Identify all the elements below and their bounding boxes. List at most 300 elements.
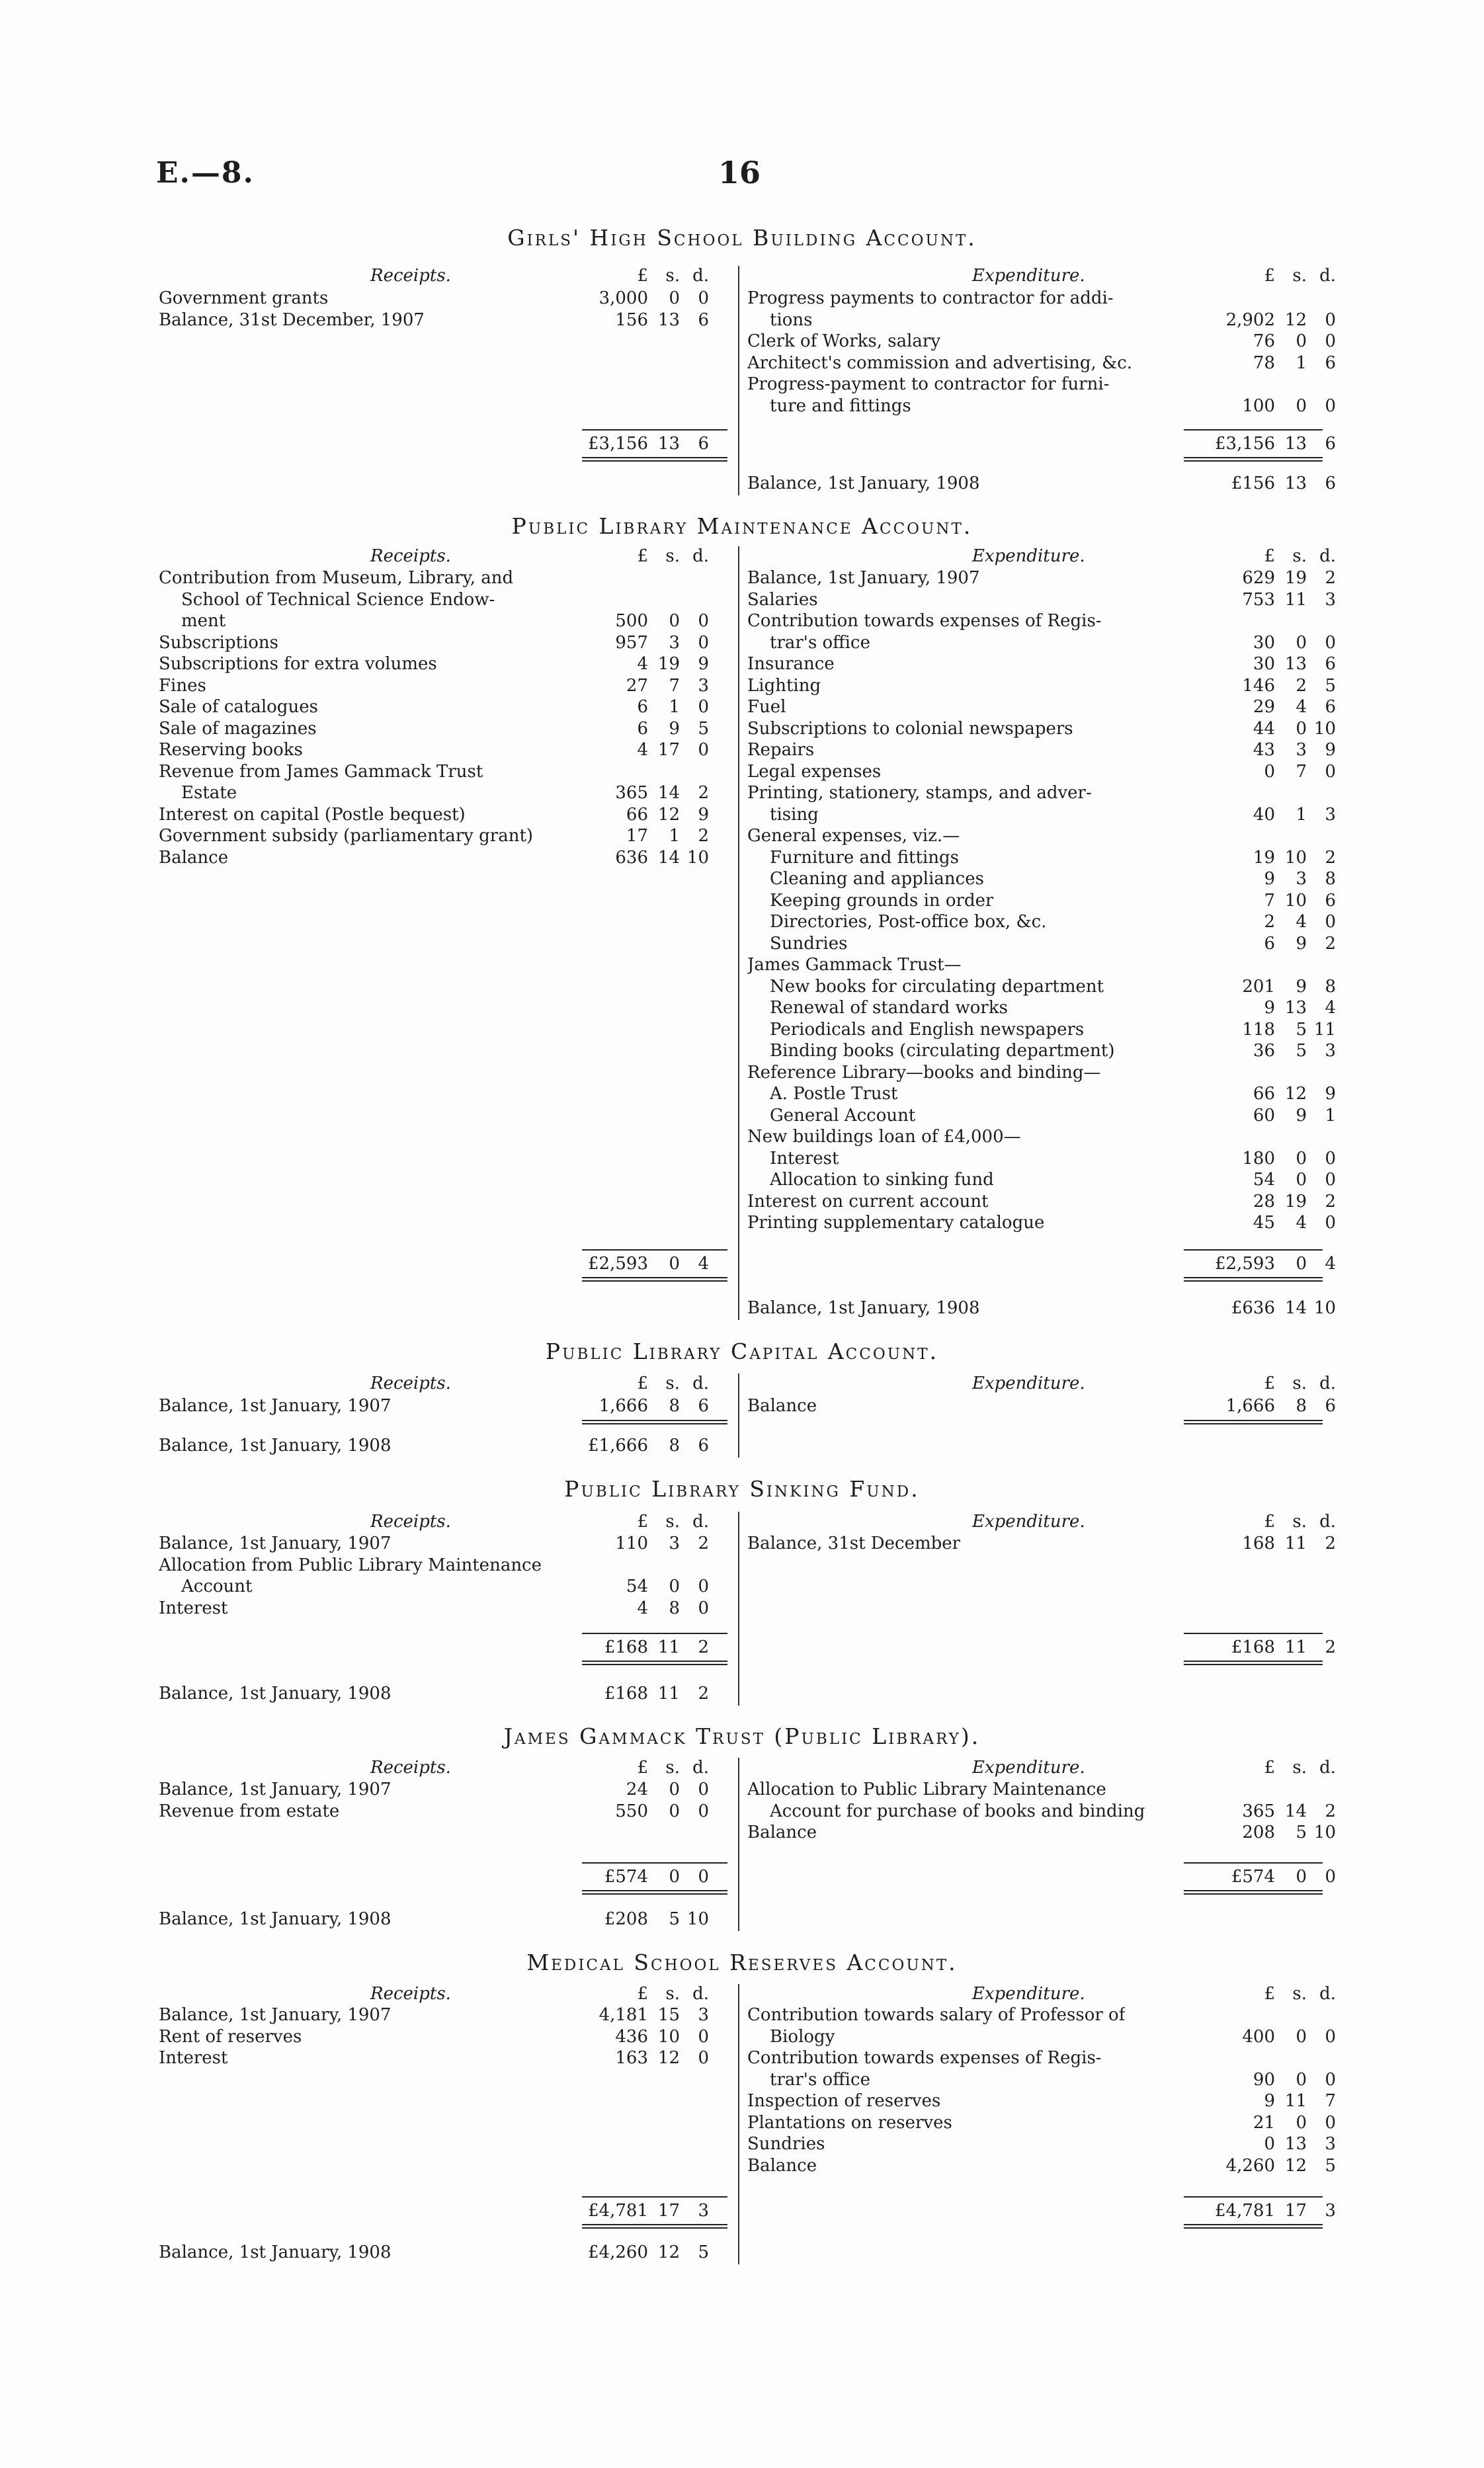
row-label: Balance, 31st December, 1907 [159, 309, 425, 330]
row-label: Interest [159, 1598, 228, 1618]
expenditure-row [770, 1801, 1145, 1827]
amount-pence: 0 [1325, 1867, 1336, 1887]
row-amount [1190, 632, 1336, 653]
lsd-head-d: d. [692, 1374, 709, 1393]
amount-pence: 6 [698, 434, 709, 454]
lsd-head-d: d. [692, 546, 709, 566]
row-label: New buildings loan of £4,000— [747, 1127, 1021, 1147]
row-label: Legal expenses [747, 761, 882, 782]
amount-shillings: 13 [657, 434, 680, 454]
total-double-rule [1184, 1423, 1323, 1424]
lsd-head-s: s. [1292, 1758, 1307, 1778]
amount-shillings: 0 [1296, 395, 1307, 416]
row-amount [1190, 567, 1336, 589]
expenditure-total [1190, 1637, 1336, 1658]
amount-shillings: 14 [1284, 1298, 1307, 1318]
amount-pence: 3 [1325, 2134, 1336, 2154]
row-label: Balance, 1st January, 1907 [159, 1396, 392, 1416]
row-label: Revenue from estate [159, 1801, 340, 1821]
amount-pounds: 110 [615, 1534, 648, 1553]
total-rule [1184, 429, 1323, 431]
total-double-rule [1184, 1893, 1323, 1895]
row-label: Biology [770, 2026, 835, 2047]
closing-balance [747, 1297, 980, 1324]
receipts-heading: Receipts. [370, 546, 451, 566]
account-title: Public Library Sinking Fund. [564, 1476, 920, 1502]
row-label: Fuel [747, 697, 786, 717]
expenditure-row [747, 2155, 817, 2182]
row-label: Sale of catalogues [159, 697, 318, 717]
amount-pounds: 208 [1242, 1823, 1275, 1842]
amount-pence: 9 [1325, 740, 1336, 760]
amount-pounds: 9 [1264, 869, 1275, 889]
amount-shillings: 12 [657, 2048, 680, 2068]
amount-shillings: 3 [1296, 740, 1307, 760]
amount-pounds: 636 [615, 847, 648, 868]
total-double-rule [1184, 1420, 1323, 1421]
row-amount [1190, 997, 1336, 1018]
row-amount [1190, 868, 1336, 889]
amount-pence: 8 [1325, 869, 1336, 889]
lsd-head-s: s. [1292, 546, 1307, 566]
amount-shillings: 8 [669, 1436, 680, 1456]
row-label: Government subsidy (parliamentary grant) [159, 826, 534, 846]
amount-pence: 5 [698, 2242, 709, 2262]
amount-shillings: 13 [1284, 998, 1307, 1018]
amount-pence: 0 [698, 1598, 709, 1618]
amount-pence: 3 [1325, 589, 1336, 610]
amount-shillings: 0 [669, 288, 680, 308]
amount-pounds: £4,781 [588, 2201, 648, 2221]
row-amount [569, 1801, 709, 1822]
row-amount [1190, 309, 1336, 331]
row-label: Balance, 31st December [747, 1534, 961, 1553]
receipt-row [181, 589, 495, 616]
row-label: Interest on current account [747, 1191, 989, 1212]
row-label: Balance, 1st January, 1907 [747, 568, 980, 588]
amount-shillings: 19 [1284, 568, 1307, 588]
total-double-rule [582, 1420, 727, 1421]
row-label: Government grants [159, 288, 329, 308]
row-label: Architect's commission and advertising, &c. [747, 352, 1133, 373]
row-amount [569, 1683, 709, 1704]
row-label: Interest [159, 2048, 228, 2068]
expenditure-total [1190, 2200, 1336, 2221]
amount-pounds: 45 [1253, 1213, 1275, 1233]
amount-shillings: 12 [657, 2242, 680, 2262]
total-double-rule [582, 1277, 727, 1278]
amount-shillings: 1 [1296, 352, 1307, 373]
lsd-head-s: s. [665, 546, 680, 566]
receipt-row [159, 309, 425, 336]
amount-shillings: 0 [669, 611, 680, 631]
lsd-column-heads [569, 1984, 709, 2004]
amount-pounds: 365 [1242, 1801, 1275, 1821]
total-rule [582, 2196, 727, 2198]
expenditure-heading: Expenditure. [972, 1984, 1085, 2004]
row-label: General expenses, viz.— [747, 826, 960, 846]
amount-pounds: £2,593 [588, 1254, 648, 1274]
amount-shillings: 17 [657, 740, 680, 760]
amount-pounds: 1,666 [598, 1396, 648, 1416]
amount-pounds: £636 [1231, 1298, 1275, 1318]
row-amount [569, 718, 709, 739]
amount-pence: 6 [698, 309, 709, 330]
column-divider [738, 266, 739, 495]
row-amount [569, 2026, 709, 2047]
amount-pounds: 9 [1264, 998, 1275, 1018]
amount-shillings: 13 [1284, 654, 1307, 674]
amount-shillings: 4 [1296, 697, 1307, 717]
row-label: ture and fittings [770, 395, 911, 416]
amount-pence: 4 [698, 1254, 709, 1274]
row-amount [569, 1576, 709, 1597]
total-rule [582, 1249, 727, 1251]
amount-shillings: 12 [1284, 1084, 1307, 1104]
total-rule [582, 1633, 727, 1634]
total-double-rule [1184, 1277, 1323, 1278]
row-amount [1190, 1083, 1336, 1104]
amount-pounds: 54 [626, 1577, 648, 1596]
row-amount [569, 653, 709, 675]
lsd-head-s: s. [1292, 1984, 1307, 2004]
amount-pence: 5 [698, 718, 709, 739]
total-double-rule [582, 1423, 727, 1424]
lsd-head-d: d. [1319, 1374, 1336, 1393]
row-amount [1190, 1169, 1336, 1190]
amount-shillings: 9 [1296, 1105, 1307, 1126]
amount-shillings: 14 [657, 783, 680, 803]
total-double-rule [582, 1893, 727, 1895]
expenditure-row [747, 1212, 1044, 1239]
amount-pence: 9 [698, 654, 709, 674]
amount-pounds: 365 [615, 783, 648, 803]
amount-pence: 0 [1325, 912, 1336, 932]
receipts-heading: Receipts. [370, 1984, 451, 2004]
lsd-column-heads [1190, 1758, 1336, 1778]
amount-shillings: 0 [1296, 1170, 1307, 1190]
amount-shillings: 0 [669, 1780, 680, 1799]
row-label: Allocation to sinking fund [770, 1170, 994, 1190]
amount-pence: 0 [1325, 309, 1336, 330]
amount-pounds: 66 [1253, 1084, 1275, 1104]
row-amount [1190, 2026, 1336, 2047]
row-amount [1190, 718, 1336, 739]
lsd-head-s: s. [665, 1374, 680, 1393]
row-label: Account for purchase of books and binding [770, 1801, 1145, 1821]
row-label: Furniture and fittings [770, 847, 959, 868]
amount-pounds: 156 [615, 309, 648, 330]
lsd-column-heads [569, 1758, 709, 1778]
amount-pence: 10 [1313, 1823, 1336, 1842]
lsd-head-l: £ [637, 546, 648, 566]
amount-shillings: 5 [669, 1909, 680, 1929]
amount-shillings: 0 [1296, 331, 1307, 351]
amount-pence: 4 [1325, 1254, 1336, 1274]
row-amount [1190, 1105, 1336, 1126]
amount-shillings: 0 [1296, 1148, 1307, 1169]
amount-pence: 0 [698, 632, 709, 653]
amount-pence: 0 [1325, 1170, 1336, 1190]
row-amount [1190, 2090, 1336, 2112]
amount-pounds: 76 [1253, 331, 1275, 351]
amount-pounds: 27 [626, 675, 648, 696]
amount-pounds: 201 [1242, 976, 1275, 997]
total-double-rule [1184, 2224, 1323, 2225]
row-label: Contribution towards salary of Professor of [747, 2005, 1126, 2025]
row-label: Balance, 1st January, 1908 [159, 1436, 392, 1456]
amount-pounds: 29 [1253, 697, 1275, 717]
row-label: Reserving books [159, 740, 303, 760]
amount-pounds: 550 [615, 1801, 648, 1821]
row-amount [1190, 1191, 1336, 1212]
row-label: Balance, 1st January, 1907 [159, 2005, 392, 2025]
row-amount [1190, 911, 1336, 932]
amount-pence: 0 [698, 740, 709, 760]
lsd-head-d: d. [692, 266, 709, 286]
expenditure-heading: Expenditure. [972, 1512, 1085, 1532]
amount-pounds: 629 [1242, 568, 1275, 588]
expenditure-row [770, 395, 911, 422]
amount-pence: 2 [1325, 568, 1336, 588]
amount-pounds: £2,593 [1215, 1254, 1275, 1274]
amount-shillings: 12 [1284, 2155, 1307, 2176]
expenditure-row [747, 1533, 960, 1559]
amount-shillings: 1 [1296, 804, 1307, 825]
amount-pence: 10 [1313, 1298, 1336, 1318]
amount-pounds: £168 [1231, 1637, 1275, 1657]
row-amount [1190, 1019, 1336, 1040]
account-title: Public Library Maintenance Account. [511, 513, 973, 539]
lsd-column-heads [569, 546, 709, 566]
amount-shillings: 3 [669, 1534, 680, 1553]
amount-shillings: 12 [1284, 309, 1307, 330]
lsd-head-l: £ [637, 1984, 648, 2004]
lsd-head-l: £ [1264, 1512, 1275, 1532]
row-amount [1190, 933, 1336, 954]
amount-pounds: 163 [615, 2048, 648, 2068]
row-label: Revenue from James Gammack Trust [159, 761, 483, 782]
row-label: Balance, 1st January, 1907 [159, 1534, 392, 1553]
amount-shillings: 0 [1296, 2112, 1307, 2133]
total-double-rule [582, 1280, 727, 1282]
amount-shillings: 19 [1284, 1191, 1307, 1212]
column-divider [738, 1984, 739, 2264]
amount-shillings: 9 [1296, 976, 1307, 997]
expenditure-total [1190, 1866, 1336, 1887]
row-label: Lighting [747, 675, 821, 696]
row-amount [569, 1435, 709, 1456]
amount-pence: 0 [698, 1780, 709, 1799]
amount-shillings: 9 [669, 718, 680, 739]
lsd-head-s: s. [665, 1758, 680, 1778]
closing-balance [747, 473, 980, 499]
row-amount [569, 804, 709, 825]
amount-pence: 10 [686, 847, 709, 868]
amount-pence: 0 [1325, 2112, 1336, 2133]
amount-shillings: 0 [1296, 2069, 1307, 2090]
receipt-row [159, 1801, 339, 1827]
amount-pounds: 436 [615, 2026, 648, 2047]
lsd-head-d: d. [1319, 1512, 1336, 1532]
row-label: Contribution towards expenses of Regis- [747, 2048, 1102, 2068]
expenditure-row [747, 1822, 817, 1848]
amount-shillings: 11 [1284, 589, 1307, 610]
amount-pounds: £168 [604, 1684, 648, 1704]
row-label: A. Postle Trust [770, 1084, 898, 1104]
amount-pounds: £168 [604, 1637, 648, 1657]
closing-balance [159, 1909, 392, 1935]
receipt-row [159, 847, 228, 874]
row-label: tions [770, 309, 813, 330]
lsd-head-d: d. [692, 1984, 709, 2004]
amount-shillings: 11 [657, 1684, 680, 1704]
amount-shillings: 0 [669, 1801, 680, 1821]
amount-pence: 0 [698, 1801, 709, 1821]
amount-shillings: 0 [669, 1867, 680, 1887]
receipt-row [159, 1395, 392, 1422]
amount-pence: 2 [698, 783, 709, 803]
account-title: Public Library Capital Account. [545, 1338, 939, 1364]
row-label: School of Technical Science Endow- [181, 589, 495, 610]
amount-pounds: £574 [1231, 1867, 1275, 1887]
amount-pounds: 40 [1253, 804, 1275, 825]
expenditure-row [747, 1395, 817, 1422]
amount-pounds: 146 [1242, 675, 1275, 696]
lsd-column-heads [569, 1512, 709, 1532]
amount-pounds: 78 [1253, 352, 1275, 373]
amount-pence: 2 [1325, 1191, 1336, 1212]
row-label: Reference Library—books and binding— [747, 1062, 1101, 1083]
page-number: 16 [718, 155, 761, 190]
amount-pence: 2 [1325, 1637, 1336, 1657]
receipts-total [569, 1866, 709, 1887]
row-amount [569, 2047, 709, 2069]
row-amount [1190, 1395, 1336, 1417]
amount-pence: 0 [698, 2026, 709, 2047]
row-amount [569, 1598, 709, 1619]
row-label: Binding books (circulating department) [770, 1041, 1115, 1061]
amount-pence: 6 [698, 1436, 709, 1456]
expenditure-heading: Expenditure. [972, 1374, 1085, 1393]
amount-shillings: 15 [657, 2005, 680, 2025]
amount-pounds: £208 [604, 1909, 648, 1929]
amount-pounds: £574 [604, 1867, 648, 1887]
amount-pence: 0 [698, 1867, 709, 1887]
row-amount [569, 1909, 709, 1930]
amount-pence: 6 [1325, 697, 1336, 717]
row-amount [1190, 761, 1336, 782]
amount-shillings: 12 [657, 804, 680, 825]
amount-shillings: 13 [1284, 473, 1307, 493]
closing-balance [159, 2242, 392, 2268]
amount-pence: 0 [1325, 2026, 1336, 2047]
row-label: Balance, 1st January, 1908 [159, 2242, 392, 2262]
total-double-rule [582, 2227, 727, 2229]
row-amount [1190, 2155, 1336, 2176]
total-double-rule [582, 457, 727, 458]
amount-pence: 6 [1325, 434, 1336, 454]
amount-pence: 3 [1325, 804, 1336, 825]
lsd-head-l: £ [1264, 1374, 1275, 1393]
lsd-head-s: s. [1292, 1512, 1307, 1532]
amount-shillings: 0 [1296, 1254, 1307, 1274]
lsd-column-heads [1190, 1512, 1336, 1532]
amount-pounds: 3,000 [598, 288, 648, 308]
row-amount [569, 825, 709, 846]
lsd-column-heads [1190, 266, 1336, 286]
row-amount [1190, 1801, 1336, 1822]
amount-pounds: 36 [1253, 1041, 1275, 1061]
amount-pounds: 4 [637, 654, 648, 674]
total-double-rule [1184, 1890, 1323, 1891]
lsd-column-heads [1190, 1374, 1336, 1393]
amount-shillings: 11 [1284, 1534, 1307, 1553]
amount-pounds: 6 [637, 697, 648, 717]
row-amount [1190, 976, 1336, 997]
lsd-head-d: d. [1319, 1984, 1336, 2004]
amount-pence: 2 [698, 1684, 709, 1704]
row-label: Keeping grounds in order [770, 890, 994, 911]
row-label: tising [770, 804, 819, 825]
row-label: Renewal of standard works [770, 998, 1008, 1018]
row-amount [1190, 1040, 1336, 1061]
row-label: Progress-payment to contractor for furni- [747, 374, 1110, 394]
row-label: Estate [181, 783, 237, 803]
row-label: General Account [770, 1105, 916, 1126]
row-label: James Gammack Trust— [747, 955, 962, 975]
amount-shillings: 14 [1284, 1801, 1307, 1821]
amount-shillings: 0 [1296, 1867, 1307, 1887]
amount-shillings: 5 [1296, 1041, 1307, 1061]
total-rule [1184, 1633, 1323, 1634]
row-amount [569, 1779, 709, 1800]
row-label: Plantations on reserves [747, 2112, 952, 2133]
amount-pence: 0 [1325, 632, 1336, 653]
amount-pence: 6 [1325, 1396, 1336, 1416]
amount-shillings: 8 [1296, 1396, 1307, 1416]
lsd-head-l: £ [637, 266, 648, 286]
row-amount [1190, 2133, 1336, 2155]
amount-pounds: 500 [615, 611, 648, 631]
amount-pence: 3 [698, 675, 709, 696]
row-amount [1190, 804, 1336, 825]
amount-pounds: 43 [1253, 740, 1275, 760]
amount-pounds: 54 [1253, 1170, 1275, 1190]
total-double-rule [1184, 1661, 1323, 1662]
row-amount [1190, 589, 1336, 610]
amount-pence: 6 [1325, 890, 1336, 911]
amount-pounds: 6 [1264, 933, 1275, 954]
amount-pounds: 957 [615, 632, 648, 653]
total-rule [1184, 1862, 1323, 1864]
expenditure-total [1190, 433, 1336, 454]
amount-pounds: 21 [1253, 2112, 1275, 2133]
amount-pence: 2 [698, 1637, 709, 1657]
lsd-head-d: d. [1319, 266, 1336, 286]
amount-shillings: 19 [657, 654, 680, 674]
row-amount [1190, 739, 1336, 761]
amount-pence: 2 [698, 1534, 709, 1553]
amount-pence: 0 [1325, 1148, 1336, 1169]
account-title: Girls' High School Building Account. [507, 225, 977, 251]
amount-pence: 8 [1325, 976, 1336, 997]
row-amount [1190, 1148, 1336, 1169]
amount-pounds: 0 [1264, 2134, 1275, 2154]
row-label: Fines [159, 675, 206, 696]
row-label: Clerk of Works, salary [747, 331, 941, 351]
lsd-head-l: £ [1264, 1758, 1275, 1778]
